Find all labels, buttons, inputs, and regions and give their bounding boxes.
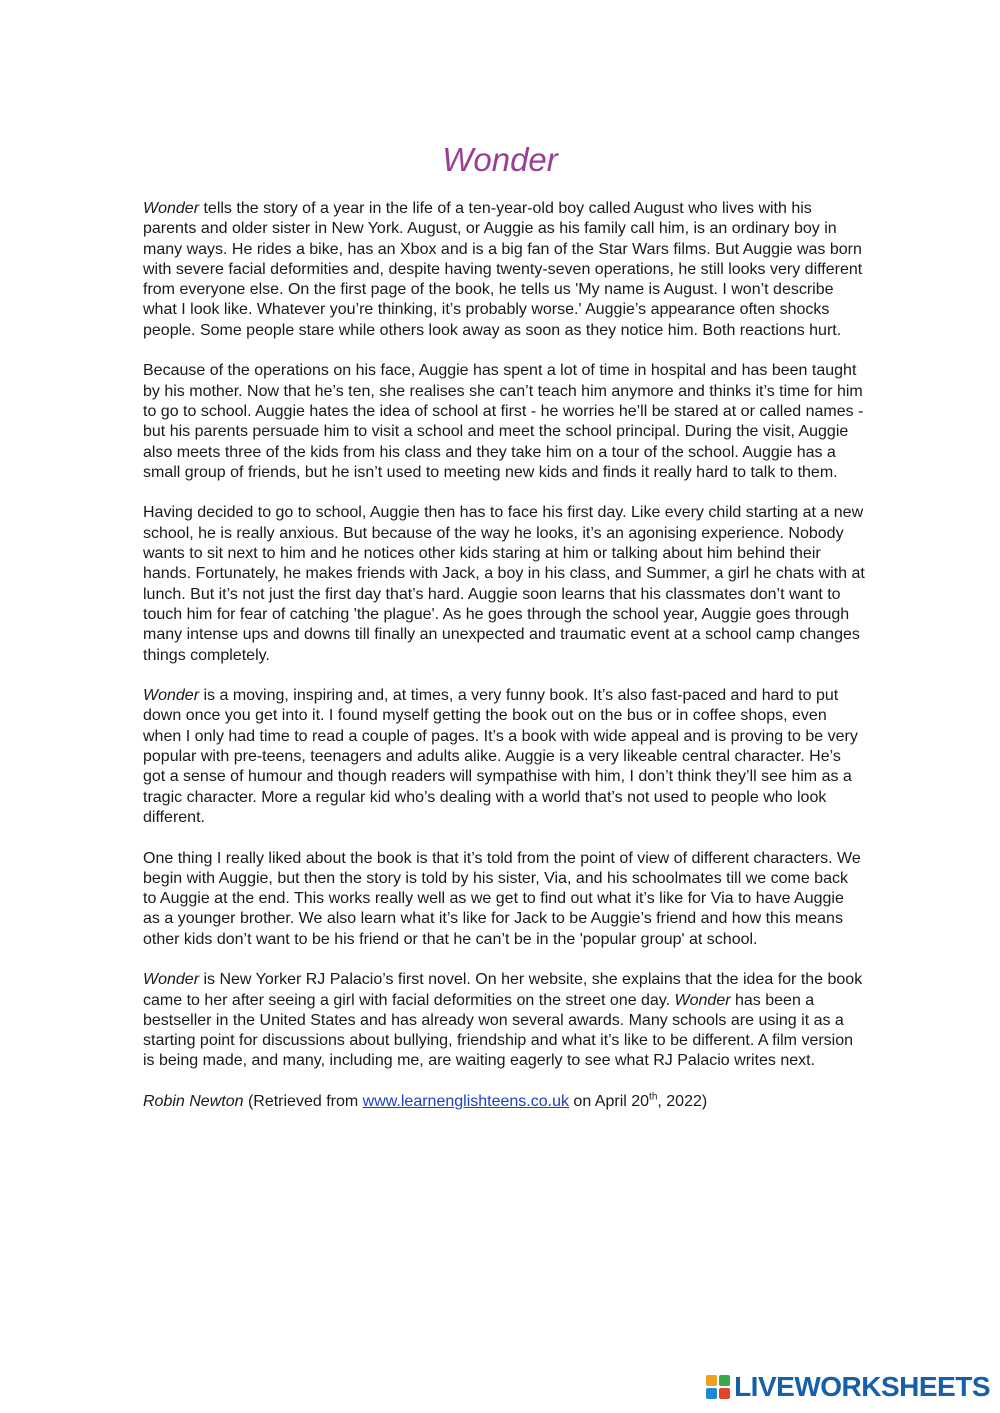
book-title-italic: Wonder	[143, 687, 200, 705]
paragraph-5	[143, 849, 865, 950]
paragraph-text: is a moving, inspiring and, at times, a very funny book. It’s also fast-paced and hard to put down once you get into it. I found myself getting the book out on the bus or in coffee shops, even when I only had time to read a couple of pages. It’s a book with wide appeal and is proving to be very popular with pre-teens, teenagers and adults alike. Auggie is a very likeable central character. He’s got a sense of humour and though readers will sympathise with him, I don’t think they’ll see him as a tragic character. More a regular kid who’s dealing with a world that’s not used to people who look different.	[143, 687, 858, 826]
logo-square-green	[719, 1375, 730, 1386]
paragraph-2	[143, 361, 865, 483]
article-body	[143, 199, 865, 1112]
liveworksheets-brand	[706, 1371, 990, 1403]
paragraph-4	[143, 686, 865, 828]
paragraph-text: tells the story of a year in the life of a ten-year-old boy called August who lives with his parents and older sister in New York. August, or Auggie as his family call him, is an ordinary boy in many ways. He rides a bike, has an Xbox and is a big fan of the Star Wars films. But Auggie was born with severe facial deformities and, despite having twenty-seven operations, he still looks very different from everyone else. On the first page of the book, he tells us 'My name is August. I won’t describe what I look like. Whatever you’re thinking, it’s probably worse.' Auggie’s appearance often shocks people. Some people stare while others look away as soon as they notice him. Both reactions hurt.	[143, 200, 863, 339]
credit-date: on April 20	[568, 1093, 650, 1111]
paragraph-text: has been a bestseller in the United States and has already won several awards. Many schools are using it as a starting point for discussions about bullying, friendship and what it’s like to be different. A film version is being made, and many, including me, are waiting eagerly to see what RJ Palacio writes next.	[143, 991, 854, 1070]
logo-square-orange	[706, 1375, 717, 1386]
date-superscript: th	[649, 1091, 658, 1103]
brand-name: LIVEWORKSHEETS	[734, 1371, 990, 1402]
logo-square-blue	[706, 1388, 717, 1399]
paragraph-1	[143, 199, 865, 341]
author-name: Robin Newton	[143, 1093, 244, 1111]
page-title: Wonder	[442, 141, 558, 178]
liveworksheets-logo-icon	[706, 1375, 730, 1399]
book-title-italic: Wonder	[143, 200, 200, 217]
logo-square-red	[719, 1388, 730, 1399]
paragraph-text: One thing I really liked about the book is that it’s told from the point of view of different characters. We begin with Auggie, but then the story is told by his sister, Via, and his schoolmates till we come back to Auggie at the end. This works really well as we get to find out what it’s like for Via to have Auggie as a younger brother. We also learn what it’s like for Jack to be Auggie’s friend and how this means other kids don’t want to be his friend or that he can’t be in the 'popular group' at school.	[143, 849, 861, 948]
paragraph-6	[143, 970, 865, 1071]
source-link[interactable]: www.learnenglishteens.co.uk	[362, 1093, 569, 1111]
credit-text: (Retrieved from	[243, 1093, 363, 1111]
source-credit	[143, 1092, 865, 1112]
book-title-italic: Wonder	[674, 991, 731, 1009]
paragraph-text: is New Yorker RJ Palacio’s first novel. On her website, she explains that the idea for the book came to her after seeing a girl with facial deformities on the street one day.	[143, 971, 863, 1009]
paragraph-text: Because of the operations on his face, Auggie has spent a lot of time in hospital and has been taught by his mother. Now that he’s ten, she realises she can’t teach him anymore and thinks it’s time for him to go to school. Auggie hates the idea of school at first - he worries he’ll be stared at or called names - but his parents persuade him to visit a school and meet the school principal. During the visit, Auggie also meets three of the kids from his class and they take him on a tour of the school. Auggie has a small group of friends, but he isn’t used to meeting new kids and finds it really hard to talk to them.	[143, 362, 864, 481]
credit-year: , 2022)	[657, 1093, 708, 1111]
paragraph-text: Having decided to go to school, Auggie then has to face his first day. Like every child starting at a new school, he is really anxious. But because of the way he looks, it’s an agonising experience. Nobody wants to sit next to him and he notices other kids staring at him or talking about him behind their hands. Fortunately, he makes friends with Jack, a boy in his class, and Summer, a girl he chats with at lunch. But it’s not just the first day that’s hard. Auggie soon learns that his classmates don’t want to touch him for fear of catching 'the plague'. As he goes through the school year, Auggie goes through many intense ups and downs till finally an unexpected and traumatic event at a school camp changes things completely.	[143, 504, 865, 664]
book-title-italic: Wonder	[143, 971, 200, 989]
paragraph-3	[143, 503, 865, 665]
